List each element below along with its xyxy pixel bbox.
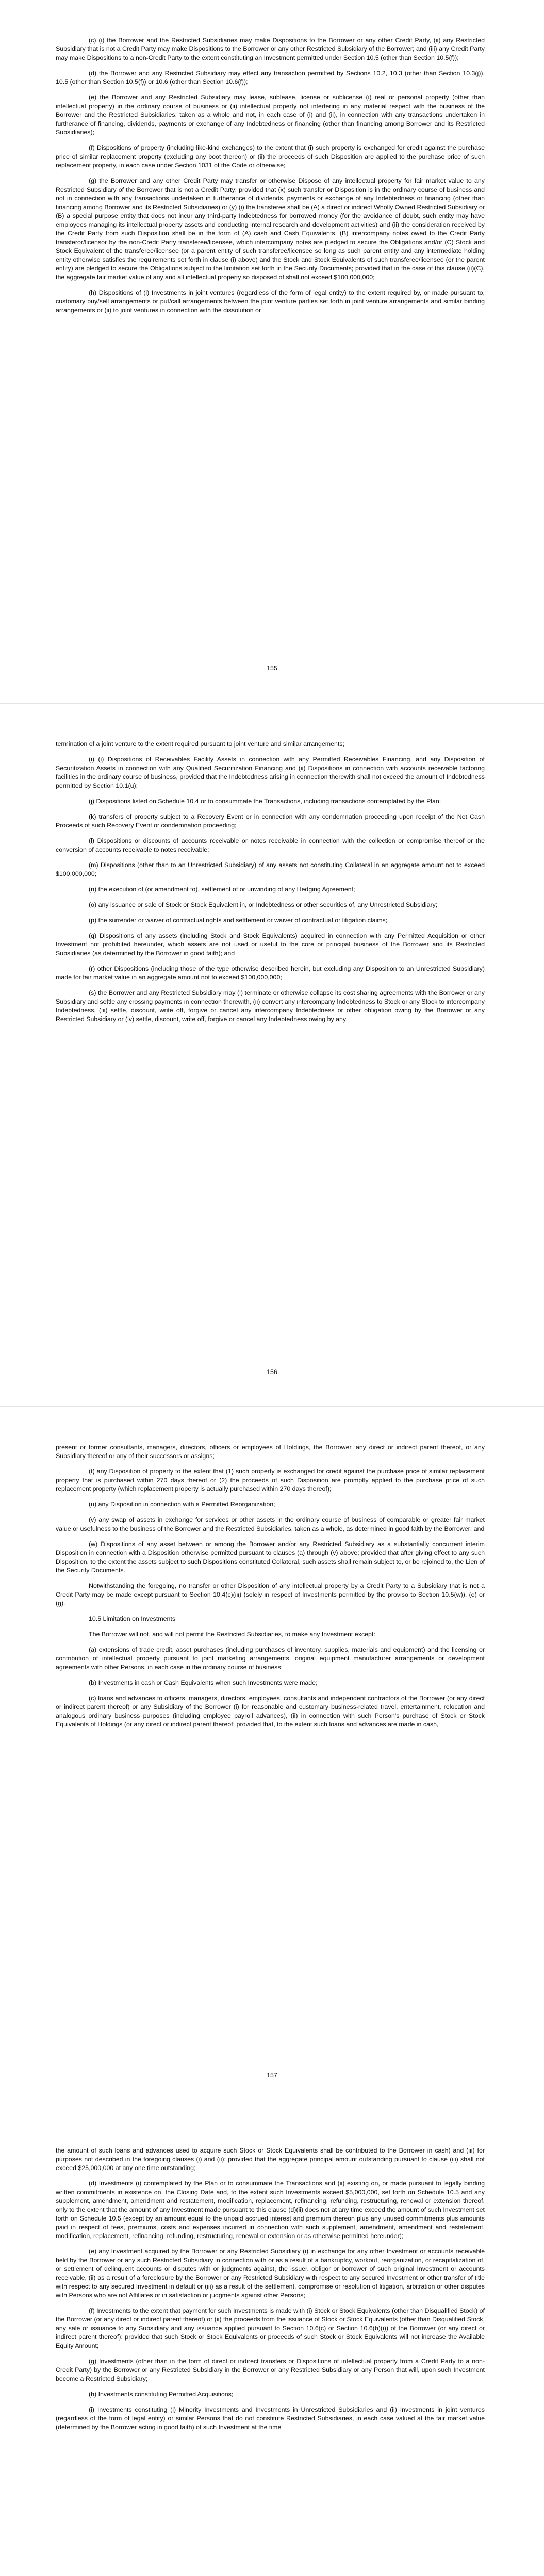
page-number: 155 bbox=[267, 665, 277, 672]
paragraph: (a) extensions of trade credit, asset purchases (including purchases of inventory, supplies, materials and equipment) and the licensing or contribution of intellectual property pursuant to joint marketing arrangements, original equipment manufacturer arrangements or development agreements with other Persons, in each case in the ordinary course of business; bbox=[56, 1646, 485, 1671]
paragraph: (l) Dispositions or discounts of accounts receivable or notes receivable in connection with the collection or compromise thereof or the conversion of accounts receivable to notes receivable; bbox=[56, 837, 485, 853]
paragraph: (c) (i) the Borrower and the Restricted Subsidiaries may make Dispositions to the Borrower or any other Credit Party, (ii) any Restricted Subsidiary that is not a Credit Party may make Dispositions to the Borrower or any other Restricted Subsidiary of the Borrower; and (iii) any Credit Party may make Dispositions to a non-Credit Party to the extent constituting an Investment permitted under Section 10.5 (other than Section 10.5(f)); bbox=[56, 37, 485, 61]
paragraph: (k) transfers of property subject to a Recovery Event or in connection with any condemnation proceeding upon receipt of the Net Cash Proceeds of such Recovery Event or condemnation proceeding; bbox=[56, 813, 485, 829]
document-page bbox=[0, 703, 544, 1406]
paragraph: (t) any Disposition of property to the extent that (1) such property is exchanged for credit against the purchase price of similar replacement property that is purchased within 270 days thereof or (2) the proceeds of such Disposition are promptly applied to the purchase price of such replacement property (which replacement property is actually purchased within 270 days thereof); bbox=[56, 1468, 485, 1493]
paragraph: (w) Dispositions of any asset between or among the Borrower and/or any Restricted Subsidiary as a substantially concurrent interim Disposition in connection with a Disposition otherwise permitted pursuant to clauses (a) through (v) above; provided that after giving effect to any such Disposition, to the extent the assets subject to such Dispositions constituted Collateral, such assets shall remain subject to, or be rejoined to, the Lien of the Security Documents. bbox=[56, 1540, 485, 1574]
paragraph: (p) the surrender or waiver of contractual rights and settlement or waiver of contractual or litigation claims; bbox=[89, 917, 388, 924]
paragraph: The Borrower will not, and will not permit the Restricted Subsidiaries, to make any Investment except: bbox=[89, 1631, 375, 1638]
paragraph: (i) (i) Dispositions of Receivables Facility Assets in connection with any Permitted Receivables Financing, and any Disposition of Securitization Assets in connection with any Qualified Securitization Financing and (ii) Dispositions in connection with accounts receivable factoring facilities in the ordinary course of business, provided that the Indebtedness arising in connection therewith shall not exceed the amount of Indebtedness permitted by Section 10.1(u); bbox=[56, 756, 485, 789]
paragraph: (g) Investments (other than in the form of direct or indirect transfers or Dispositions of intellectual property from a Credit Party to a non-Credit Party) by the Borrower or any Restricted Subsidiary in the Borrower or any Restricted Subsidiary or any Person that will, upon such Investment become a Restricted Subsidiary; bbox=[56, 2358, 485, 2382]
paragraph: (d) the Borrower and any Restricted Subsidiary may effect any transaction permitted by Sections 10.2, 10.3 (other than Section 10.3(j)), 10.5 (other than Section 10.5(f)) or 10.6 (other than Section 10.6(f)); bbox=[56, 70, 485, 86]
paragraph: (r) other Dispositions (including those of the type otherwise described herein, but excluding any Disposition to an Unrestricted Subsidiary) made for fair market value in an aggregate amount not to exceed $100,000,000; bbox=[56, 965, 485, 981]
paragraph: (e) any Investment acquired by the Borrower or any Restricted Subsidiary (i) in exchange for any other Investment or accounts receivable held by the Borrower or any such Restricted Subsidiary in connection with or as a result of a bankruptcy, workout, reorganization, or recapitalization of, or settlement of delinquent accounts or disputes with or judgments against, the issuer, obligor or borrower of such original Investment or accounts receivable, (ii) as a result of a foreclosure by the Borrower or any Restricted Subsidiary with respect to any secured Investment or other transfer of title with respect to any secured Investment in default or (iii) as a result of the settlement, compromise or resolution of litigation, arbitration or other disputes with Persons who are not Affiliates or in satisfaction or judgments against other Persons; bbox=[56, 2248, 485, 2299]
paragraph: (e) the Borrower and any Restricted Subsidiary may lease, sublease, license or sublicense (i) real or personal property (other than intellectual property) in the ordinary course of business or (ii) intellectual property not interfering in any material respect with the business of the Borrower and the Restricted Subsidiaries, taken as a whole and not, in each case of (i) and (ii), in connection with any transactions undertaken in furtherance of financing, dividends, payments or exchange of any Indebtedness or financing (other than financing among Borrower and its Restricted Subsidiaries); bbox=[56, 94, 485, 136]
paragraph: (f) Dispositions of property (including like-kind exchanges) to the extent that (i) such property is exchanged for credit against the purchase price of similar replacement property (excluding any boot thereon) or (ii) the proceeds of such Disposition are applied to the purchase price of such replacement property, in each case under Section 1031 of the Code or otherwise; bbox=[56, 144, 485, 169]
document-page bbox=[0, 1406, 544, 2110]
paragraph: (u) any Disposition in connection with a Permitted Reorganization; bbox=[89, 1501, 275, 1508]
document-page bbox=[0, 0, 544, 703]
document-page bbox=[0, 2110, 544, 2576]
paragraph: (s) the Borrower and any Restricted Subsidiary may (i) terminate or otherwise collapse its cost sharing agreements with the Borrower or any Subsidiary and settle any crossing payments in connection therewith, (ii) convert any intercompany Indebtedness to Stock or any Stock to intercompany Indebtedness, (iii) settle, discount, write off, forgive or cancel any intercompany Indebtedness or other obligation owing by the Borrower or any Restricted Subsidiary or (iv) settle, discount, write off, forgive or cancel any Indebtedness owing by any bbox=[56, 989, 485, 1023]
paragraph: (b) Investments in cash or Cash Equivalents when such Investments were made; bbox=[89, 1679, 318, 1686]
paragraph: (h) Investments constituting Permitted Acquisitions; bbox=[89, 2391, 234, 2398]
paragraph: present or former consultants, managers, directors, officers or employees of Holdings, the Borrower, any direct or indirect parent thereof, or any Subsidiary thereof or any of their successors or assigns; bbox=[56, 1444, 485, 1460]
paragraph: Notwithstanding the foregoing, no transfer or other Disposition of any intellectual property by a Credit Party to a Subsidiary that is not a Credit Party may be made except pursuant to Section 10.4(c)(iii) (solely in respect of Investments permitted by the proviso to Section 10.5(w)), (e) or (g). bbox=[56, 1582, 485, 1607]
paragraph: (d) Investments (i) contemplated by the Plan or to consummate the Transactions and (ii) existing on, or made pursuant to legally binding written commitments in existence on, the Closing Date and, to the extent such Investments exceed $5,000,000, set forth on Schedule 10.5 and any supplement, amendment, amendment and restatement, modification, replacement, refinancing, refunding, restructuring, renewal or extension thereof, only to the extent that the amount of any Investment made pursuant to this clause (d)(ii) does not at any time exceed the amount of such Investment set forth on Schedule 10.5 (except by an amount equal to the unpaid accrued interest and premium thereon plus any unused commitments plus amounts paid in respect of fees, premiums, costs and expenses incurred in connection with such supplement, amendment, amendment and restatement, modification, replacement, refinancing, refunding, restructuring, renewal or extension or as otherwise permitted hereunder); bbox=[56, 2180, 485, 2240]
paragraph: (q) Dispositions of any assets (including Stock and Stock Equivalents) acquired in connection with any Permitted Acquisition or other Investment not prohibited hereunder, which assets are not used or useful to the core or principal business of the Borrower and its Restricted Subsidiaries (as determined by the Borrower in good faith); and bbox=[56, 932, 485, 957]
paragraph: (i) Investments constituting (i) Minority Investments and Investments in Unrestricted Subsidiaries and (ii) Investments in joint ventures (regardless of the form of legal entity) or similar Persons that do not constitute Restricted Subsidiaries, in each case valued at the fair market value (determined by the Borrower acting in good faith) of such Investment at the time bbox=[56, 2406, 485, 2431]
paragraph: (v) any swap of assets in exchange for services or other assets in the ordinary course of business of comparable or greater fair market value or usefulness to the business of the Borrower and the Restricted Subsidiaries, taken as a whole, as determined in good faith by the Borrower; and bbox=[56, 1516, 485, 1532]
paragraph: the amount of such loans and advances used to acquire such Stock or Stock Equivalents shall be contributed to the Borrower in cash) and (iii) for purposes not described in the foregoing clauses (i) and (ii); provided that the aggregate principal amount outstanding pursuant to clause (iii) shall not exceed $25,000,000 at any one time outstanding; bbox=[56, 2147, 485, 2172]
paragraph: (f) Investments to the extent that payment for such Investments is made with (i) Stock or Stock Equivalents (other than Disqualified Stock) of the Borrower (or any direct or indirect parent thereof) or (ii) the proceeds from the issuance of Stock or Stock Equivalents (other than Disqualified Stock, any sale or issuance to any Subsidiary and any issuance applied pursuant to Section 10.6(c) or Section 10.6(b)(i)) of the Borrower (or any direct or indirect parent thereof); provided that such Stock or Stock Equivalents or proceeds of such Stock or Stock Equivalents will not increase the Available Equity Amount; bbox=[56, 2307, 485, 2349]
section-heading: 10.5 Limitation on Investments bbox=[89, 1615, 176, 1622]
paragraph: (g) the Borrower and any other Credit Party may transfer or otherwise Dispose of any intellectual property for fair market value to any Restricted Subsidiary of the Borrower that is not a Credit Party; provided that (x) such transfer or Disposition is in the ordinary course of business and not in connection with any transactions undertaken in furtherance of dividends, payments or exchange of any Indebtedness or financing (other than financing among Borrower and its Restricted Subsidiaries) or (y) (i) the transferee shall be (A) a direct or indirect Wholly Owned Restricted Subsidiary or (B) a special purpose entity that does not incur any third-party Indebtedness for borrowed money (for the avoidance of doubt, such entity may have employees managing its intellectual property assets and conducting internal research and development activities) and (ii) the consideration received by the Credit Party from such Disposition shall be in the form of (A) cash and Cash Equivalents, (B) intercompany notes owed to the Credit Party transferor/licensor by the non-Credit Party transferee/licensee, which intercompany notes are pledged to secure the Obligations and/or (C) Stock and Stock Equivalent of the transferee/licensee (or a parent entity of such transferee/licensee so long as such parent entity and any intermediate holding entity otherwise satisfies the requirements set forth in clause (i) above) and the Stock and Stock Equivalents of such transferee/licensee (or the parent entity) are pledged to secure the Obligations subject to the limitation set forth in the Security Documents; provided that in the case of this clause (ii)(C), the aggregate fair market value of any and all intellectual property so disposed of shall not exceed $100,000,000; bbox=[56, 177, 485, 281]
paragraph: (m) Dispositions (other than to an Unrestricted Subsidiary) of any assets not constituting Collateral in an aggregate amount not to exceed $100,000,000; bbox=[56, 861, 485, 877]
paragraph: (n) the execution of (or amendment to), settlement of or unwinding of any Hedging Agreement; bbox=[89, 886, 355, 893]
paragraph: termination of a joint venture to the extent required pursuant to joint venture and similar arrangements; bbox=[56, 740, 344, 748]
paragraph: (c) loans and advances to officers, managers, directors, employees, consultants and independent contractors of the Borrower (or any direct or indirect parent thereof) or any Subsidiary of the Borrower (i) for reasonable and customary business-related travel, entertainment, relocation and analogous ordinary business purposes (including employee payroll advances), (ii) in connection with such Person's purchase of Stock or Stock Equivalents of Holdings (or any direct or indirect parent thereof; provided that, to the extent such loans and advances are made in cash, bbox=[56, 1694, 485, 1728]
paragraph: (h) Dispositions of (i) Investments in joint ventures (regardless of the form of legal entity) to the extent required by, or made pursuant to, customary buy/sell arrangements or put/call arrangements between the joint venture parties set forth in joint venture arrangements and similar binding arrangements or (ii) to joint ventures in connection with the dissolution or bbox=[56, 289, 485, 314]
paragraph: (j) Dispositions listed on Schedule 10.4 or to consummate the Transactions, including transactions contemplated by the Plan; bbox=[89, 798, 441, 805]
page-number: 156 bbox=[267, 1368, 277, 1376]
paragraph: (o) any issuance or sale of Stock or Stock Equivalent in, or Indebtedness or other securities of, any Unrestricted Subsidiary; bbox=[89, 901, 438, 908]
page-number: 157 bbox=[267, 2072, 277, 2079]
